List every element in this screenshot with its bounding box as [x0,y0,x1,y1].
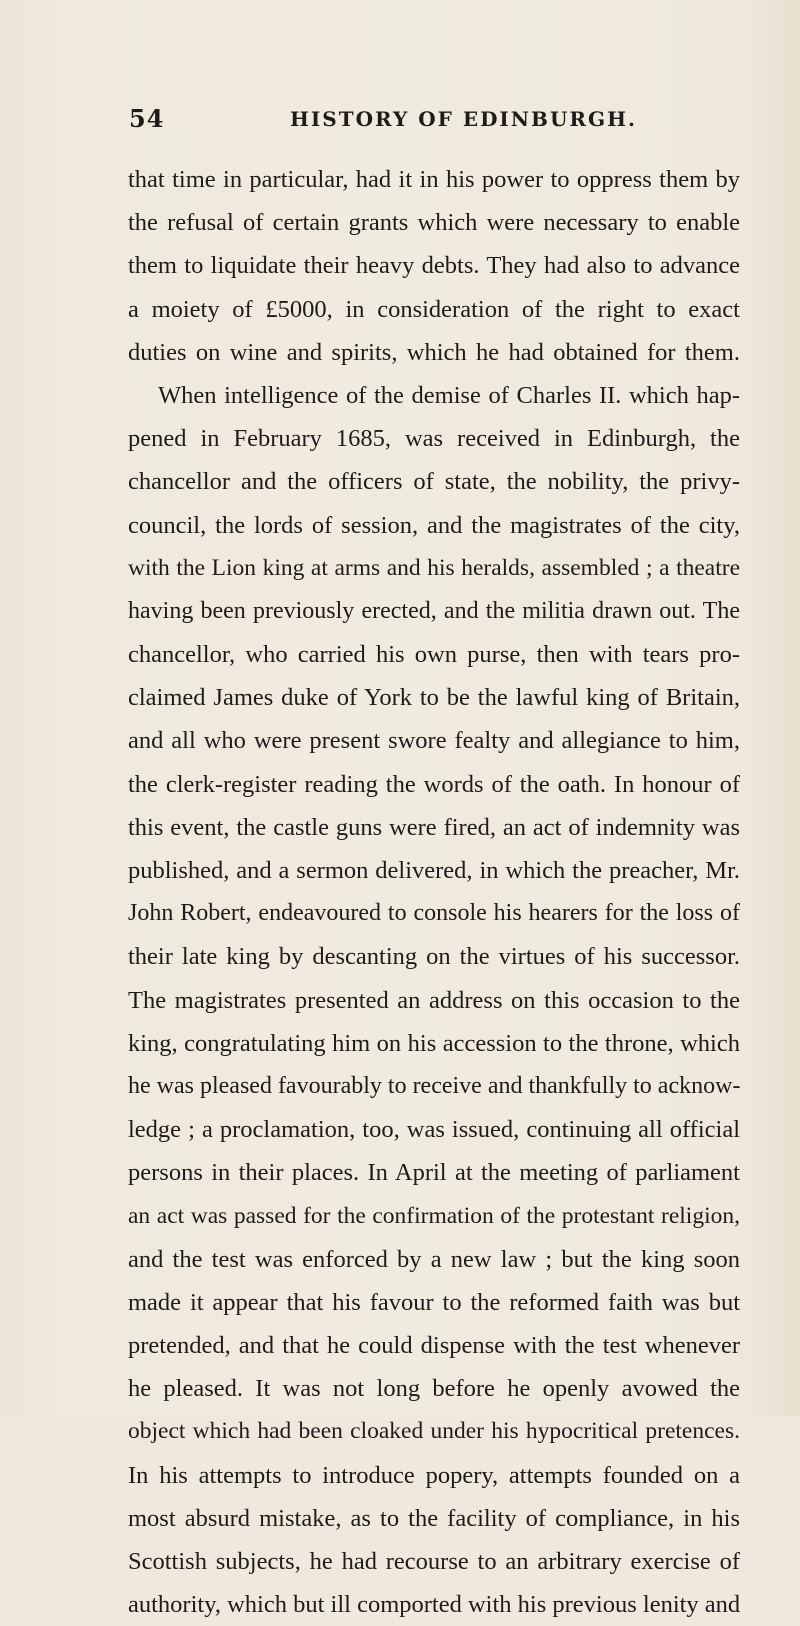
text-line: chancellor and the officers of state, the nobility, the privy- [128,468,740,496]
text-line: an act was passed for the confirmation of the protestant religion, [128,1202,740,1229]
text-line: The magistrates presented an address on this occasion to the [128,986,740,1014]
text-line: this event, the castle guns were fired, an act of indemnity was [128,813,740,841]
text-line: and all who were present swore fealty and allegiance to him, [128,727,740,755]
text-line: he was pleased favourably to receive and thankfully to acknow- [128,1072,741,1099]
text-line: and the test was enforced by a new law ; but the king soon [128,1245,740,1273]
text-line: their late king by descanting on the virtues of his successor. [128,943,740,971]
text-line: king, congratulating him on his accession to the throne, which [128,1029,740,1057]
text-line: them to liquidate their heavy debts. They had also to advance [128,252,740,280]
text-line: John Robert, endeavoured to console his hearers for the loss of [128,900,740,927]
text-line: duties on wine and spirits, which he had obtained for them. [128,338,740,366]
text-line: that time in particular, had it in his power to oppress them by [128,166,740,193]
text-line: council, the lords of session, and the magistrates of the city, [128,511,740,539]
text-line: authority, which but ill comported with his previous lenity and [128,1591,741,1619]
body-text [128,158,740,1626]
text-line: published, and a sermon delivered, in which the preacher, Mr. [128,857,740,884]
text-line: made it appear that his favour to the reformed faith was but [128,1288,740,1316]
text-line: the refusal of certain grants which were necessary to enable [128,209,740,237]
text-line: a moiety of £5000, in consideration of the right to exact [128,295,740,323]
running-title: HISTORY OF EDINBURGH. [290,107,637,131]
text-line: pretended, and that he could dispense with the test whenever [128,1332,740,1360]
text-line: with the Lion king at arms and his heralds, assembled ; a theatre [128,554,740,581]
text-line: Scottish subjects, he had recourse to an arbitrary exercise of [128,1548,740,1575]
text-line: most absurd mistake, as to the facility of compliance, in his [128,1504,740,1532]
text-line: the clerk-register reading the words of the oath. In honour of [128,770,740,798]
text-line: claimed James duke of York to be the lawful king of Britain, [128,684,740,712]
text-line: having been previously erected, and the militia drawn out. The [128,597,740,624]
text-line: In his attempts to introduce popery, attempts founded on a [128,1461,740,1489]
page-number: 54 [129,104,165,133]
text-line: pened in February 1685, was received in Edinburgh, the [128,425,740,453]
running-head [0,104,800,144]
text-line: ledge ; a proclamation, too, was issued, continuing all official [128,1116,740,1144]
text-line: persons in their places. In April at the meeting of parliament [128,1159,740,1187]
text-line: he pleased. It was not long before he openly avowed the [128,1375,740,1403]
text-line: object which had been cloaked under his hypocritical pretences. [128,1418,740,1445]
paragraph-first-line: When intelligence of the demise of Charles II. which hap- [158,381,740,409]
text-line: chancellor, who carried his own purse, then with tears pro- [128,641,740,669]
